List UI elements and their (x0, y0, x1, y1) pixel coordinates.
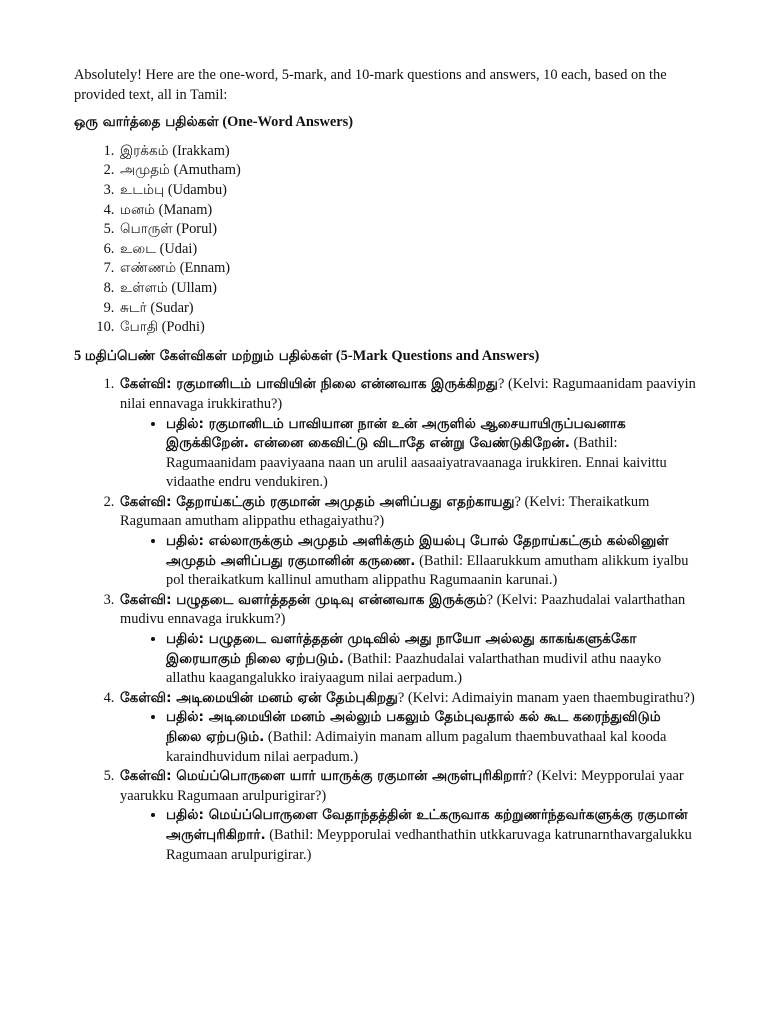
answer-latin: (Bathil: Ellaarukkum amutham alikkum iyalbu pol theraikatkum kallinul amutham alippathu Ragumaanin karunai.) (166, 552, 689, 589)
answer-item (166, 532, 700, 591)
answer-latin: (Bathil: Ragumaanidam paaviyaana naan un arulil aasaaiyatravaanaga irukkiren. Ennai kaivittu vidaathe endru vendukiren.) (166, 435, 667, 491)
list-item: 2. அமுதம் (Amutham) (118, 161, 700, 181)
list-item: 10. போதி (Podhi) (118, 318, 700, 338)
answer-latin: (Bathil: Paazhudalai valarthathan mudivil athu naayko allathu kaagangalukko iraiyaagum nilai aerpadum.) (166, 650, 662, 687)
answer-item (166, 630, 700, 689)
section-heading-tamil: மதிப்பெண் கேள்விகள் மற்றும் பதில்கள் (84, 347, 333, 364)
answer-list (120, 630, 700, 689)
answer-tamil: பதில்: அடிமையின் மனம் அல்லும் பகலும் தேம்புவதால் கல் கூட கரைந்துவிடும் நிலை ஏற்படும். (166, 709, 661, 745)
answer-latin: (Bathil: Meypporulai vedhanthathin utkkaruvaga katrunarnthavargalukku Ragumaan arulpurigirar.) (166, 826, 692, 863)
answer-list (120, 532, 700, 591)
list-item: 4. மனம் (Manam) (118, 201, 700, 221)
list-item: 6. உடை (Udai) (118, 240, 700, 260)
question-latin: ? (Kelvi: Adimaiyin manam yaen thaembugirathu?) (397, 689, 695, 706)
list-item: 1. இரக்கம் (Irakkam) (118, 142, 700, 162)
answer-list (120, 806, 700, 865)
question-tamil: கேள்வி: தேறாய்கட்கும் ரகுமான் அமுதம் அளிப்பது எதற்காயது (120, 493, 515, 510)
five-mark-qa-list (74, 375, 700, 865)
answer-list (120, 708, 700, 767)
question-latin: ? (Kelvi: Paazhudalai valarthathan mudivu ennavaga irukkum?) (120, 591, 686, 628)
answer-item (166, 806, 700, 865)
question-item (118, 493, 700, 591)
answer-latin: (Bathil: Adimaiyin manam allum pagalum thaembuvathaal kal kooda karaindhuvidum nilai aerpadum.) (166, 729, 667, 765)
question-item (118, 767, 700, 865)
answer-item (166, 415, 700, 493)
section-heading-english: (One-Word Answers) (222, 114, 354, 131)
question-item (118, 375, 700, 493)
answer-tamil: பதில்: எல்லாருக்கும் அமுதம் அளிக்கும் இயல்பு போல் தேறாய்கட்கும் கல்லினுள் அமுதம் அளிப்பது ரகுமானின் கருணை. (166, 533, 669, 569)
answer-tamil: பதில்: பழுதடை வளர்த்ததன் முடிவில் அது நாயோ அல்லது காகங்களுக்கோ இரையாகும் நிலை ஏற்படும். (166, 631, 637, 667)
section-heading-five-mark (74, 347, 700, 367)
list-item: 3. உடம்பு (Udambu) (118, 181, 700, 201)
list-item: 7. எண்ணம் (Ennam) (118, 259, 700, 279)
answer-list (120, 415, 700, 493)
question-latin: ? (Kelvi: Theraikatkum Ragumaan amutham alippathu ethagaiyathu?) (120, 493, 650, 530)
section-heading-tamil: ஒரு வார்த்தை பதில்கள் (74, 114, 219, 131)
answer-item (166, 708, 700, 767)
document-body (74, 66, 700, 874)
list-item: 9. சுடர் (Sudar) (118, 299, 700, 319)
section-heading-prefix: 5 (74, 347, 82, 364)
question-latin: ? (Kelvi: Meypporulai yaar yaarukku Ragumaan arulpurigirar?) (120, 768, 684, 804)
question-tamil: கேள்வி: பழுதடை வளர்த்ததன் முடிவு என்னவாக இருக்கும் (120, 591, 487, 608)
section-heading-one-word (74, 113, 700, 133)
answer-tamil: பதில்: ரகுமானிடம் பாவியான நான் உன் அருளில் ஆசையாயிருப்பவனாக இருக்கிறேன். என்னை கைவிட்டு விடாதே என்று வேண்டுகிறேன். (166, 415, 626, 452)
question-tamil: கேள்வி: மெய்ப்பொருளை யார் யாருக்கு ரகுமான் அருள்புரிகிறார் (120, 768, 527, 785)
question-latin: ? (Kelvi: Ragumaanidam paaviyin nilai ennavaga irukkirathu?) (120, 376, 696, 412)
question-item (118, 689, 700, 767)
answer-tamil: பதில்: மெய்ப்பொருளை வேதாந்தத்தின் உட்கருவாக கற்றுணர்ந்தவர்களுக்கு ரகுமான் அருள்புரிகிறார். (166, 807, 688, 843)
list-item: 8. உள்ளம் (Ullam) (118, 279, 700, 299)
section-heading-english: (5-Mark Questions and Answers) (335, 347, 540, 364)
intro-paragraph: Absolutely! Here are the one-word, 5-mark, and 10-mark questions and answers, 10 each, based on the provided text, all in Tamil: (74, 67, 667, 103)
question-tamil: கேள்வி: ரகுமானிடம் பாவியின் நிலை என்னவாக இருக்கிறது (120, 376, 498, 393)
question-tamil: கேள்வி: அடிமையின் மனம் ஏன் தேம்புகிறது (120, 689, 398, 706)
question-item (118, 591, 700, 689)
list-item: 5. பொருள் (Porul) (118, 220, 700, 240)
one-word-answers-list (74, 142, 700, 338)
